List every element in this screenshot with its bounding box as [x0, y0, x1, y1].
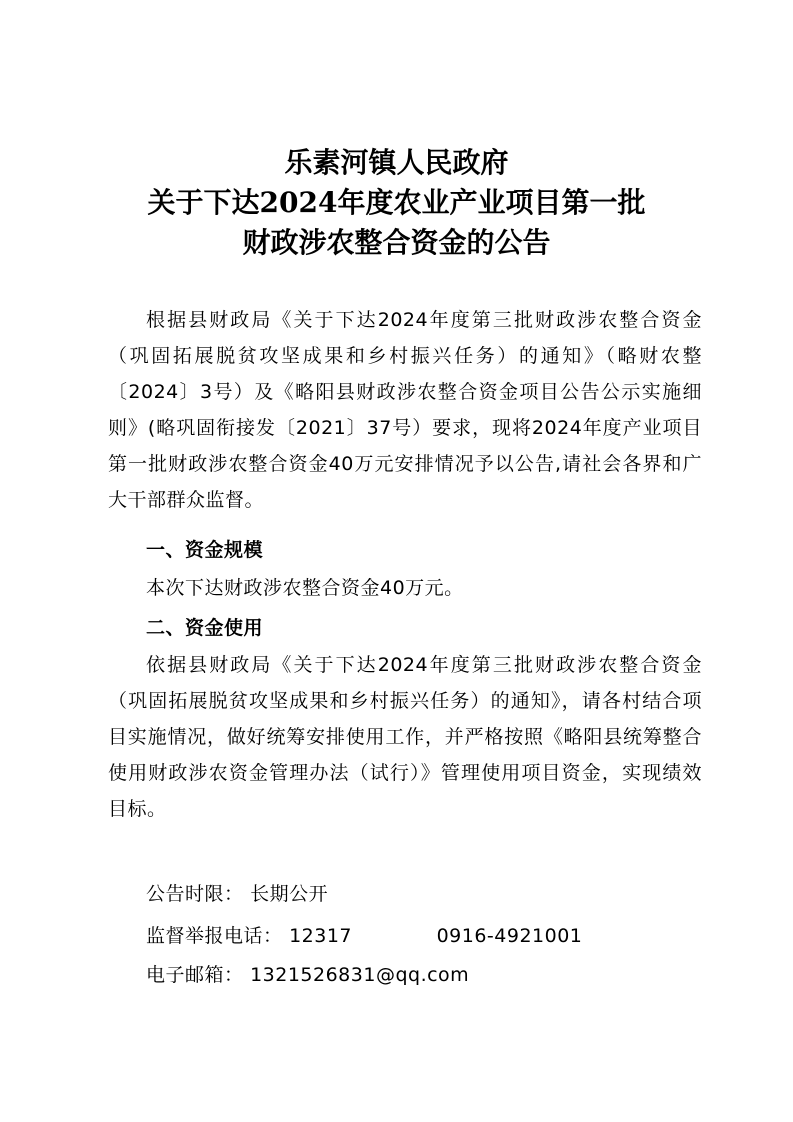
notice-period-label: 公告时限：	[146, 883, 244, 905]
document-title-line-1: 乐素河镇人民政府	[284, 146, 509, 179]
report-phone-2: 0916-4921001	[436, 925, 583, 947]
fund-usage-paragraph: 依据县财政局《关于下达2024年度第三批财政涉农整合资金（巩固拓展脱贫攻坚成果和乡村振兴任务）的通知》，请各村结合项目实施情况，做好统筹安排使用工作，并严格按照《略阳县统筹整合使用财政涉农资金管理办法（试行）》管理使用项目资金，实现绩效目标。	[108, 654, 702, 820]
report-phone-line	[146, 918, 582, 954]
report-phone-label: 监督举报电话：	[146, 925, 283, 947]
section-heading-fund-usage: 二、资金使用	[146, 617, 264, 639]
notice-period-line	[146, 876, 328, 912]
email-address: 1321526831@qq.com	[250, 964, 470, 986]
section-heading-fund-scale: 一、资金规模	[146, 539, 264, 561]
document-title-line-3: 财政涉农整合资金的公告	[242, 226, 551, 259]
report-phone-1: 12317	[289, 925, 353, 947]
email-line	[146, 957, 469, 993]
intro-paragraph: 根据县财政局《关于下达2024年度第三批财政涉农整合资金（巩固拓展脱贫攻坚成果和乡村振兴任务）的通知》（略财农整〔2024〕3号）及《略阳县财政涉农整合资金项目公告公示实施细则》(略巩固衔接发〔2021〕37号）要求，现将2024年度产业项目第一批财政涉农整合资金40万元安排情况予以公告,请社会各界和广大干部群众监督。	[108, 309, 702, 511]
notice-period-value: 长期公开	[250, 883, 329, 905]
document-title-line-2: 关于下达2024年度农业产业项目第一批	[147, 186, 646, 219]
fund-scale-paragraph: 本次下达财政涉农整合资金40万元。	[146, 577, 464, 599]
email-label: 电子邮箱：	[146, 964, 244, 986]
